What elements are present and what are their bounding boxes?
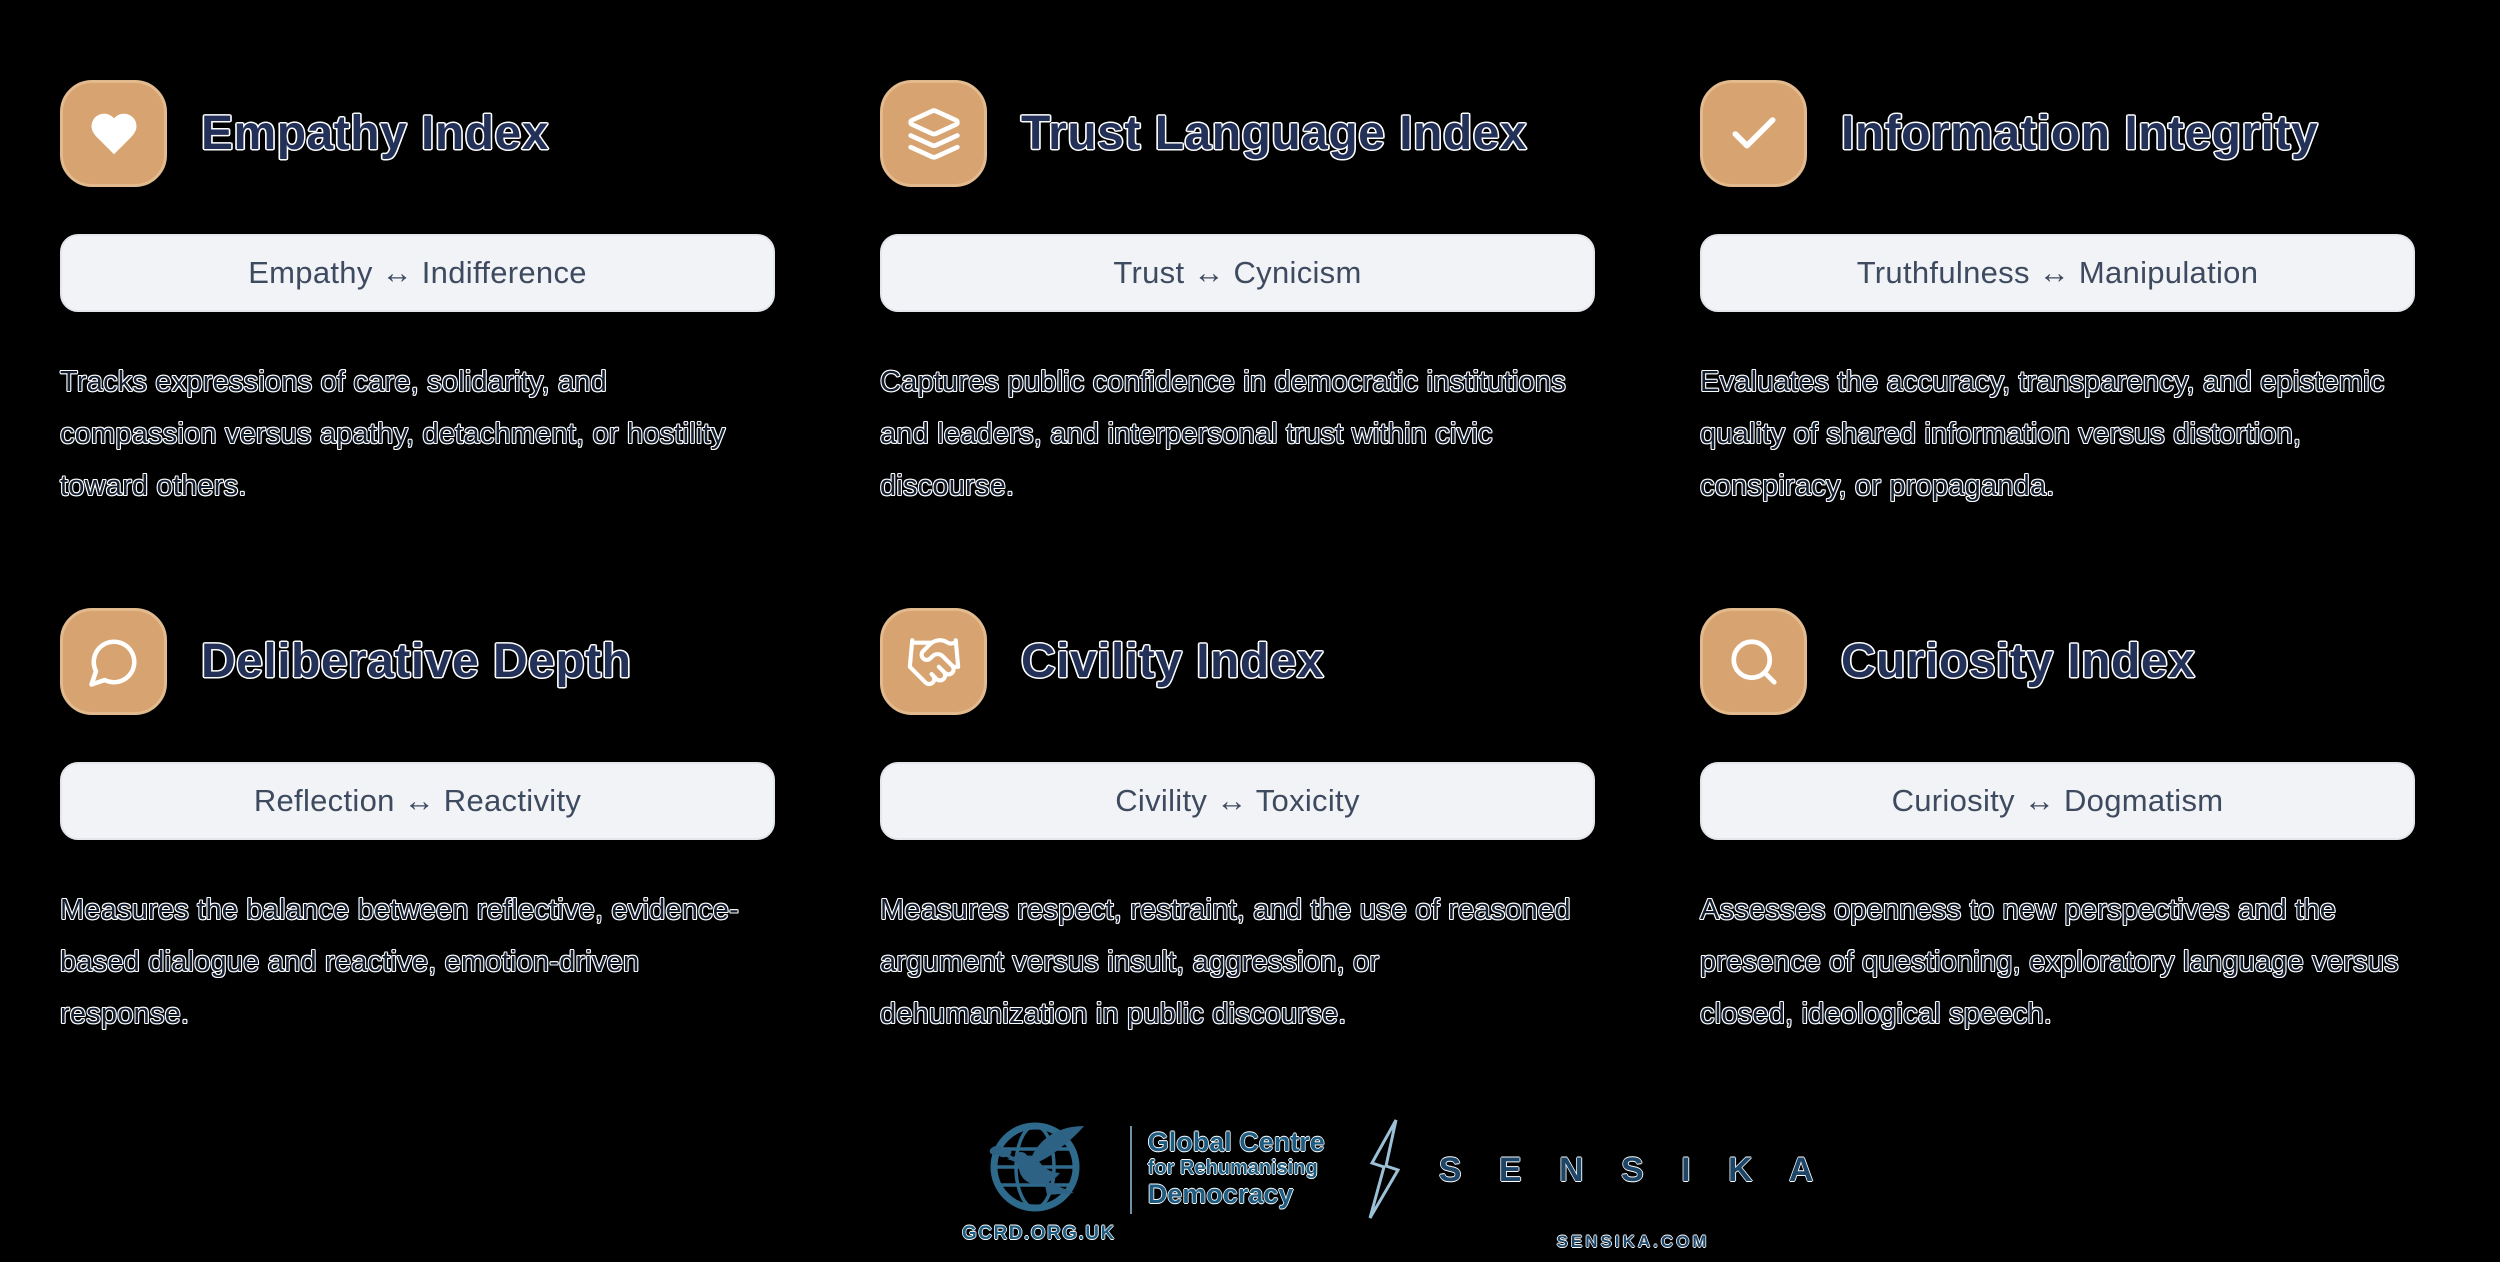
card-description: Measures respect, restraint, and the use of reasoned argument versus insult, aggression, or dehumanization in public discourse.: [880, 894, 1571, 1030]
card-header: [1700, 608, 2415, 715]
footer-logos: [962, 1118, 1827, 1252]
card-header: [60, 80, 775, 187]
gcrd-name-line2: for Rehumanising: [1147, 1156, 1318, 1179]
card-description: Measures the balance between reflective, evidence-based dialogue and reactive, emotion-driven response.: [60, 894, 739, 1030]
card-description: Captures public confidence in democratic institutions and leaders, and interpersonal trust within civic discourse.: [880, 366, 1567, 502]
gcrd-url-label: GCRD.ORG.UK: [962, 1223, 1116, 1244]
footer-divider: [1130, 1126, 1132, 1214]
gcrd-name-line1: Global Centre: [1147, 1126, 1325, 1157]
card-description: Tracks expressions of care, solidarity, and compassion versus apathy, detachment, or hostility toward others.: [60, 366, 726, 502]
card-empathy-index: [60, 80, 775, 512]
spectrum-pill: Curiosity ↔ Dogmatism: [1700, 762, 2415, 840]
gcrd-wordmark: [1148, 1118, 1325, 1218]
card-information-integrity: [1700, 80, 2415, 512]
card-title: Information Integrity: [1841, 107, 2319, 160]
globe-dove-icon: [988, 1118, 1090, 1216]
search-icon: [1700, 608, 1807, 715]
spectrum-pill: Truthfulness ↔ Manipulation: [1700, 234, 2415, 312]
card-title: Civility Index: [1021, 635, 1325, 688]
sensika-logo-block: [1439, 1118, 1828, 1252]
card-description: Assesses openness to new perspectives and the presence of questioning, exploratory language versus closed, ideological speech.: [1700, 894, 2399, 1030]
card-title: Empathy Index: [201, 107, 549, 160]
card-header: [60, 608, 775, 715]
card-header: [1700, 80, 2415, 187]
card-header: [880, 608, 1595, 715]
sensika-wordmark: S E N S I K A: [1438, 1151, 1828, 1189]
card-civility-index: [880, 608, 1595, 1040]
card-deliberative-depth: [60, 608, 775, 1040]
speech-bubble-icon: [60, 608, 167, 715]
card-title: Curiosity Index: [1841, 635, 2196, 688]
handshake-icon: [880, 608, 987, 715]
sensika-url-label: SENSIKA.COM: [1556, 1232, 1710, 1251]
card-title: Trust Language Index: [1021, 107, 1528, 160]
spectrum-pill: Trust ↔ Cynicism: [880, 234, 1595, 312]
gcrd-logo-block: [962, 1118, 1116, 1245]
layers-icon: [880, 80, 987, 187]
card-header: [880, 80, 1595, 187]
spectrum-pill: Empathy ↔ Indifference: [60, 234, 775, 312]
card-title: Deliberative Depth: [201, 635, 632, 688]
card-description: Evaluates the accuracy, transparency, and epistemic quality of shared information versus distortion, conspiracy, or propaganda.: [1700, 366, 2385, 502]
card-trust-language-index: [880, 80, 1595, 512]
spectrum-pill: Reflection ↔ Reactivity: [60, 762, 775, 840]
gcrd-name-line3: Democracy: [1147, 1179, 1294, 1210]
spectrum-pill: Civility ↔ Toxicity: [880, 762, 1595, 840]
lightning-bolt-icon: [1365, 1118, 1405, 1220]
heart-icon: [60, 80, 167, 187]
check-icon: [1700, 80, 1807, 187]
card-curiosity-index: [1700, 608, 2415, 1040]
index-cards-grid: [60, 80, 2415, 1040]
